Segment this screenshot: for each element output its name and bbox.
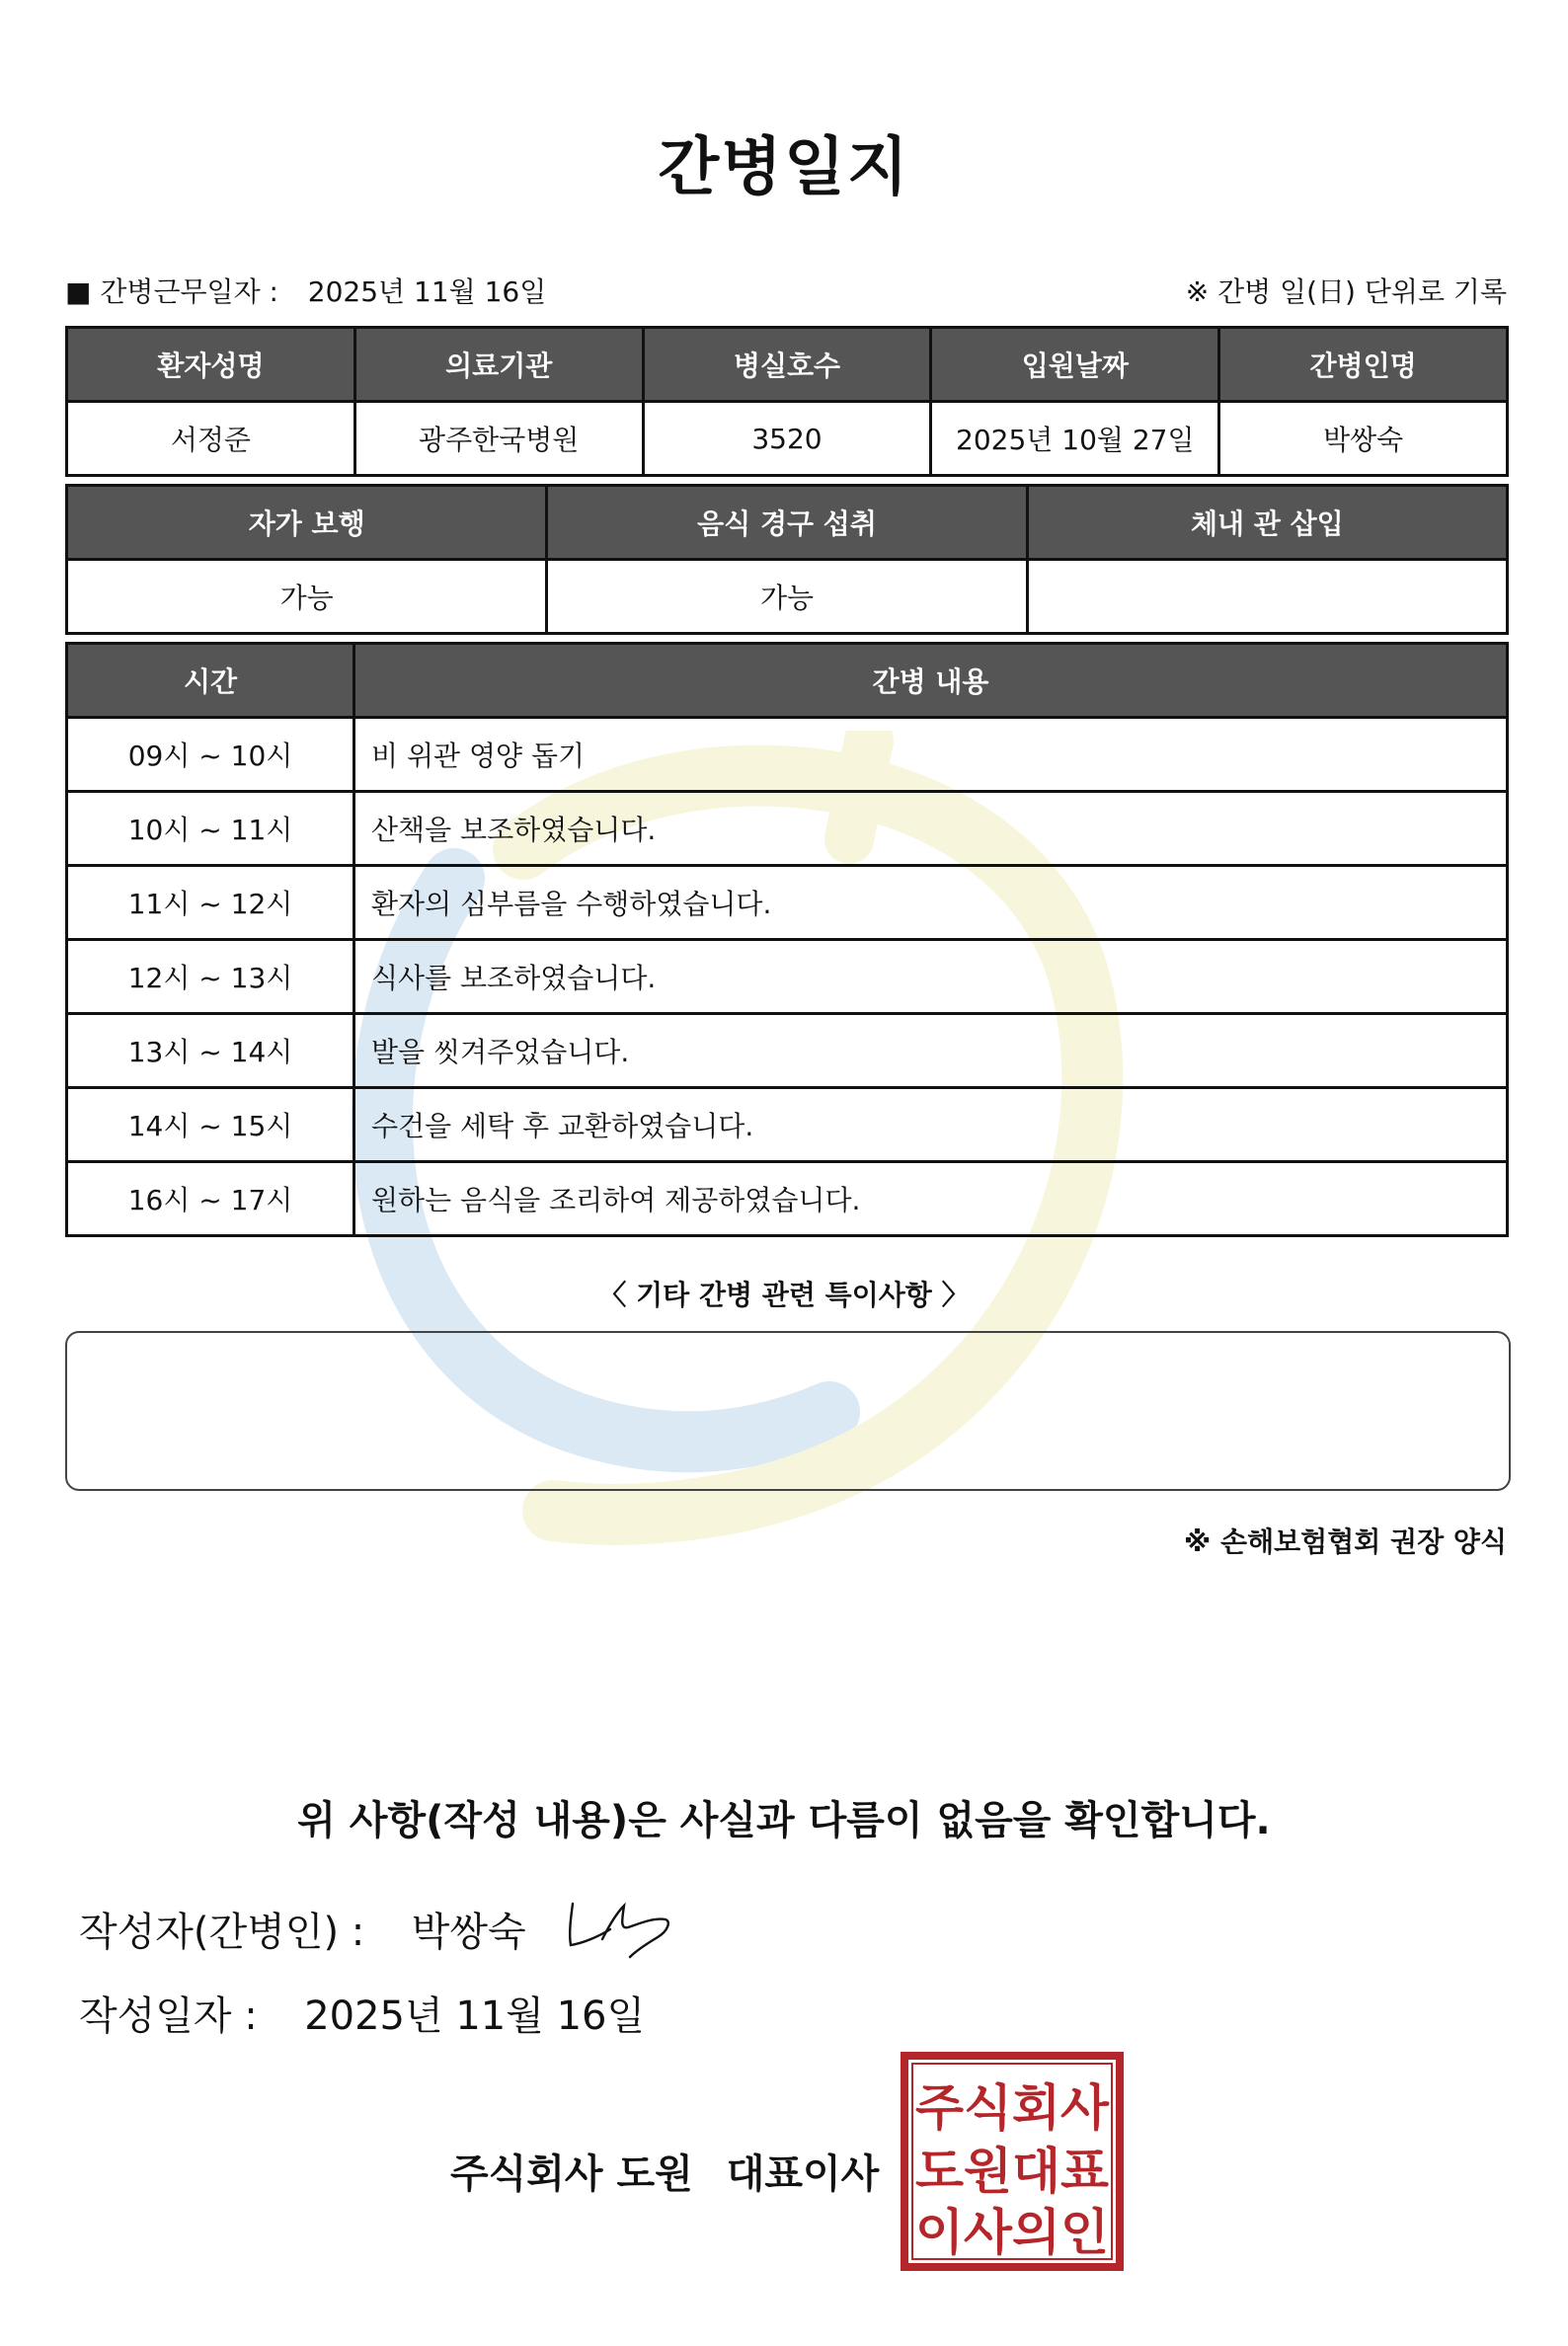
seal-line-1: 주식회사 — [915, 2079, 1110, 2137]
writer-name: 박쌍숙 — [411, 1910, 526, 1955]
header-caregiver-name: 간병인명 — [1219, 328, 1508, 402]
row-time: 09시 ~ 10시 — [67, 718, 354, 792]
oral-intake-value: 가능 — [547, 560, 1027, 634]
row-content: 식사를 보조하였습니다. — [354, 940, 1508, 1014]
row-time: 14시 ~ 15시 — [67, 1088, 354, 1162]
header-time: 시간 — [67, 644, 354, 718]
table-row — [67, 1014, 1508, 1088]
admission-date: 2025년 10월 27일 — [931, 402, 1219, 476]
special-notes-box — [65, 1331, 1511, 1491]
header-oral-intake: 음식 경구 섭취 — [547, 486, 1027, 560]
hospital-name: 광주한국병원 — [354, 402, 643, 476]
patient-info-table — [65, 326, 1509, 477]
confirmation-statement: 위 사항(작성 내용)은 사실과 다름이 없음을 확인합니다. — [297, 1798, 1271, 1843]
row-content: 환자의 심부름을 수행하였습니다. — [354, 866, 1508, 940]
row-content: 비 위관 영양 돕기 — [354, 718, 1508, 792]
header-room-number: 병실호수 — [643, 328, 931, 402]
page-title: 간병일지 — [658, 131, 910, 204]
table-row — [67, 940, 1508, 1014]
row-content: 원하는 음식을 조리하여 제공하였습니다. — [354, 1162, 1508, 1236]
table-row — [67, 718, 1508, 792]
care-date-line — [65, 271, 546, 310]
room-number: 3520 — [643, 402, 931, 476]
tube-insertion-value — [1027, 560, 1507, 634]
row-time: 13시 ~ 14시 — [67, 1014, 354, 1088]
caregiver-name: 박쌍숙 — [1219, 402, 1508, 476]
row-time: 10시 ~ 11시 — [67, 792, 354, 866]
table-row — [67, 1162, 1508, 1236]
form-source-note: ※ 손해보험협회 권장 양식 — [1184, 1525, 1507, 1558]
patient-name: 서정준 — [67, 402, 355, 476]
special-notes-title: 〈 기타 간병 관련 특이사항 〉 — [598, 1279, 970, 1311]
row-time: 16시 ~ 17시 — [67, 1162, 354, 1236]
header-tube-insertion: 체내 관 삽입 — [1027, 486, 1507, 560]
header-patient-name: 환자성명 — [67, 328, 355, 402]
written-date-line — [79, 1985, 645, 2041]
company-seal — [901, 2052, 1124, 2271]
header-admission-date: 입원날짜 — [931, 328, 1219, 402]
table-row — [67, 792, 1508, 866]
header-care-content: 간병 내용 — [354, 644, 1508, 718]
care-log-table — [65, 642, 1509, 1237]
company-line — [450, 2143, 879, 2199]
table-row — [67, 866, 1508, 940]
row-content: 수건을 세탁 후 교환하였습니다. — [354, 1088, 1508, 1162]
header-self-walking: 자가 보행 — [67, 486, 547, 560]
care-date-value: 2025년 11월 16일 — [307, 275, 547, 308]
company-title: 대표이사 — [726, 2151, 880, 2197]
written-date-value: 2025년 11월 16일 — [304, 1994, 646, 2039]
row-content: 발을 씻겨주었습니다. — [354, 1014, 1508, 1088]
table-row — [67, 1088, 1508, 1162]
row-time: 11시 ~ 12시 — [67, 866, 354, 940]
written-date-label: 작성일자 : — [79, 1994, 258, 2039]
special-notes-content — [67, 1333, 1509, 1361]
self-walking-value: 가능 — [67, 560, 547, 634]
patient-status-table — [65, 484, 1509, 635]
daily-record-note: ※ 간병 일(日) 단위로 기록 — [1185, 275, 1507, 308]
seal-line-2: 도원대표 — [915, 2143, 1110, 2200]
signature — [563, 1894, 681, 1961]
care-date-label: ■ 간병근무일자 : — [65, 275, 278, 308]
row-time: 12시 ~ 13시 — [67, 940, 354, 1014]
writer-label: 작성자(간병인) : — [79, 1910, 365, 1955]
writer-line — [79, 1901, 526, 1957]
header-hospital: 의료기관 — [354, 328, 643, 402]
seal-line-3: 이사의인 — [915, 2204, 1109, 2261]
row-content: 산책을 보조하였습니다. — [354, 792, 1508, 866]
company-name: 주식회사 도원 — [450, 2151, 693, 2197]
